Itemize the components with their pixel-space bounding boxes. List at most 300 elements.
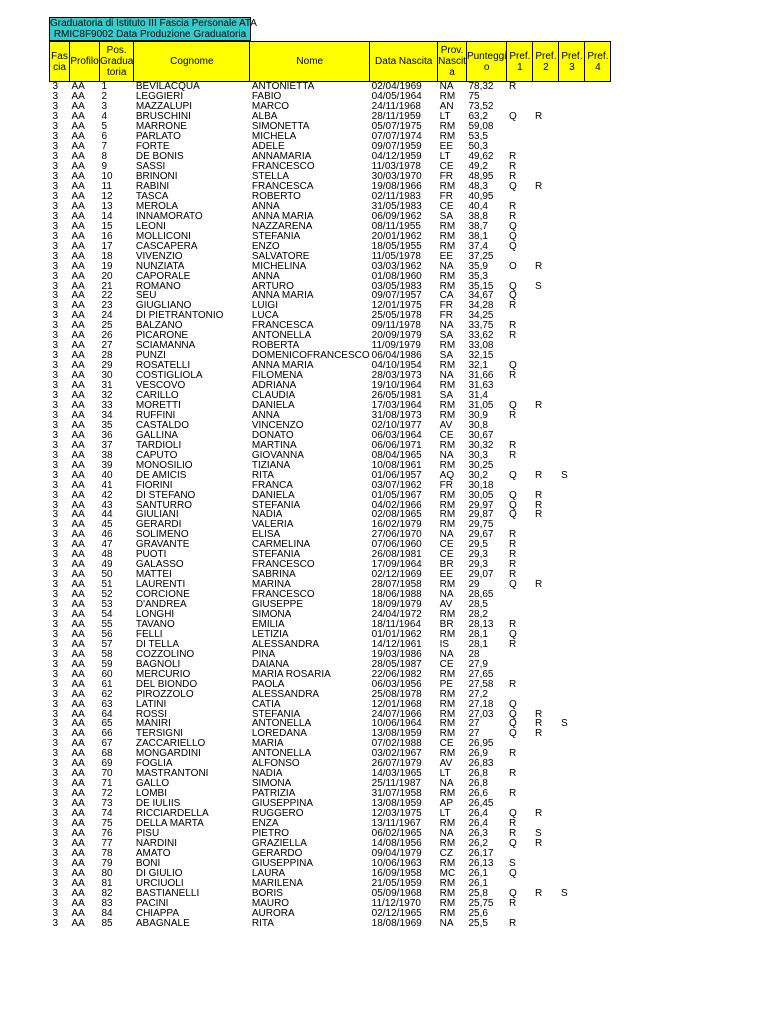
table-row <box>50 321 611 331</box>
cell-pref-1: Q <box>508 728 517 739</box>
table-row <box>50 162 611 172</box>
cell-pref-2 <box>533 819 559 829</box>
cell-profilo: AA <box>71 370 85 381</box>
cell-data-nascita: 19/03/1986 <box>371 649 422 660</box>
cell-pos: 65 <box>101 719 113 729</box>
cell-pref-1: Q <box>508 490 517 501</box>
cell-prov: PE <box>439 679 453 690</box>
cell-punteggio: 29,5 <box>468 539 488 550</box>
cell-punteggio: 26,4 <box>468 808 488 819</box>
cell-fascia: 3 <box>52 450 59 461</box>
table-row <box>50 211 611 221</box>
cell-pref-1: Q <box>508 111 517 122</box>
cell-pref-3 <box>559 172 585 182</box>
cell-pref-1: Q <box>508 281 517 292</box>
header-pos-graduatoria: Pos. Gradua toria <box>100 42 134 82</box>
cell-prov: RM <box>439 629 456 640</box>
cell-pref-3 <box>559 112 585 122</box>
cell-nome: ANTONELLA <box>251 719 312 729</box>
cell-fascia: 3 <box>52 430 59 441</box>
cell-prov: RM <box>439 360 456 371</box>
cell-punteggio: 28,1 <box>468 639 488 650</box>
cell-pref-2 <box>533 799 559 809</box>
cell-pref-2: R <box>534 500 543 510</box>
cell-nome: LOREDANA <box>251 728 307 739</box>
cell-profilo: AA <box>71 181 85 192</box>
cell-punteggio: 26,95 <box>468 738 494 749</box>
cell-pref-2 <box>533 918 559 928</box>
cell-pref-4 <box>585 649 611 659</box>
cell-pref-1: R <box>508 450 517 461</box>
cell-data-nascita: 03/02/1967 <box>371 748 422 759</box>
cell-fascia: 3 <box>52 241 59 252</box>
cell-pref-1: Q <box>508 888 517 899</box>
cell-pref-4 <box>585 112 611 122</box>
cell-fascia: 3 <box>52 669 59 680</box>
cell-data-nascita: 21/05/1959 <box>371 878 422 889</box>
cell-data-nascita: 04/05/1964 <box>371 91 422 102</box>
cell-pos: 48 <box>101 549 113 560</box>
cell-pos: 34 <box>101 410 113 421</box>
cell-data-nascita: 12/01/1968 <box>371 699 422 710</box>
cell-profilo: AA <box>71 91 85 102</box>
table-row <box>50 331 611 341</box>
cell-data-nascita: 25/05/1978 <box>371 310 422 321</box>
cell-pref-2 <box>533 132 559 142</box>
cell-profilo: AA <box>71 470 85 481</box>
cell-punteggio: 49,62 <box>468 151 494 162</box>
cell-pref-2 <box>533 570 559 580</box>
cell-pref-1: Q <box>508 509 517 520</box>
cell-cognome: ROMANO <box>135 281 181 292</box>
cell-pref-4 <box>585 689 611 699</box>
cell-nome: ENZO <box>251 241 280 252</box>
cell-prov: RM <box>439 91 456 102</box>
cell-punteggio: 27,65 <box>468 669 494 680</box>
cell-cognome: ABAGNALE <box>135 918 190 929</box>
cell-pref-3 <box>559 610 585 620</box>
cell-data-nascita: 08/04/1965 <box>371 450 422 461</box>
cell-prov: RM <box>439 699 456 710</box>
cell-punteggio: 32,1 <box>468 360 488 371</box>
table-row <box>50 649 611 659</box>
cell-pref-1: R <box>508 161 517 172</box>
cell-pref-4 <box>585 789 611 799</box>
cell-pos: 76 <box>101 828 113 839</box>
cell-pref-1 <box>507 659 533 669</box>
cell-pref-2 <box>533 172 559 182</box>
cell-nome: MICHELA <box>251 131 297 142</box>
cell-pref-3: S <box>560 888 568 899</box>
cell-cognome: LEONI <box>135 221 166 232</box>
cell-pref-4 <box>585 351 611 361</box>
cell-profilo: AA <box>71 748 85 759</box>
cell-nome: ROBERTA <box>251 340 300 351</box>
cell-profilo: AA <box>71 738 85 749</box>
cell-profilo: AA <box>71 679 85 690</box>
cell-pref-2 <box>533 629 559 639</box>
cell-nome: LUCA <box>251 310 279 321</box>
cell-data-nascita: 03/03/1962 <box>371 261 422 272</box>
cell-punteggio: 29,67 <box>468 529 494 540</box>
cell-pos: 28 <box>101 350 113 361</box>
cell-profilo: AA <box>71 858 85 869</box>
cell-nome: GIUSEPPINA <box>251 798 313 809</box>
cell-profilo: AA <box>71 699 85 710</box>
cell-pref-2: R <box>534 261 543 272</box>
cell-data-nascita: 18/06/1988 <box>371 589 422 600</box>
cell-fascia: 3 <box>52 709 59 719</box>
cell-prov: EE <box>439 141 453 152</box>
cell-pos: 2 <box>101 91 108 102</box>
cell-pref-3 <box>559 570 585 580</box>
cell-punteggio: 63,2 <box>468 111 488 122</box>
cell-pref-1: R <box>508 569 517 580</box>
cell-prov: RM <box>439 440 456 451</box>
cell-prov: RM <box>439 719 456 729</box>
cell-cognome: BRUSCHINI <box>135 111 191 122</box>
cell-prov: RM <box>439 669 456 680</box>
cell-pos: 10 <box>101 171 113 182</box>
cell-pref-4 <box>585 799 611 809</box>
cell-cognome: FIORINI <box>135 480 173 491</box>
cell-prov: NA <box>439 450 454 461</box>
cell-nome: DOMENICOFRANCESCO <box>251 350 370 361</box>
cell-cognome: DE AMICIS <box>135 470 187 481</box>
cell-pos: 43 <box>101 500 113 510</box>
cell-pref-3 <box>559 162 585 172</box>
cell-data-nascita: 31/07/1958 <box>371 788 422 799</box>
cell-fascia: 3 <box>52 460 59 471</box>
cell-pref-3 <box>559 490 585 500</box>
table-row <box>50 142 611 152</box>
cell-data-nascita: 24/11/1968 <box>371 101 421 112</box>
cell-profilo: AA <box>71 728 85 739</box>
cell-profilo: AA <box>71 579 85 590</box>
cell-nome: ANTONELLA <box>251 330 312 341</box>
cell-pref-3: S <box>560 470 568 481</box>
cell-profilo: AA <box>71 410 85 421</box>
cell-pref-1 <box>507 779 533 789</box>
cell-pref-2: R <box>534 838 543 849</box>
cell-fascia: 3 <box>52 400 59 411</box>
cell-punteggio: 37,25 <box>468 251 494 262</box>
cell-pref-2 <box>533 450 559 460</box>
cell-prov: BR <box>439 559 454 570</box>
cell-fascia: 3 <box>52 719 59 729</box>
cell-data-nascita: 11/09/1979 <box>371 340 421 351</box>
cell-profilo: AA <box>71 619 85 630</box>
cell-pref-2 <box>533 480 559 490</box>
cell-nome: FRANCESCA <box>251 181 314 192</box>
cell-pref-2 <box>533 749 559 759</box>
cell-data-nascita: 17/09/1964 <box>371 559 422 570</box>
cell-pos: 19 <box>101 261 113 272</box>
cell-nome: MAURO <box>251 898 290 909</box>
cell-prov: SA <box>439 330 453 341</box>
cell-fascia: 3 <box>52 440 59 451</box>
cell-prov: RM <box>439 181 456 192</box>
cell-fascia: 3 <box>52 101 59 112</box>
cell-cognome: PIROZZOLO <box>135 689 194 700</box>
cell-data-nascita: 09/07/1957 <box>371 291 422 301</box>
cell-punteggio: 31,63 <box>468 380 494 391</box>
cell-fascia: 3 <box>52 251 59 262</box>
cell-pref-4 <box>585 749 611 759</box>
cell-prov: RM <box>439 131 456 142</box>
cell-nome: FRANCESCO <box>251 589 315 600</box>
cell-fascia: 3 <box>52 81 59 92</box>
table-row <box>50 361 611 371</box>
cell-pref-2 <box>533 291 559 301</box>
cell-punteggio: 28,5 <box>468 599 488 610</box>
cell-pref-1 <box>507 520 533 530</box>
cell-data-nascita: 08/11/1955 <box>371 221 421 232</box>
cell-pos: 4 <box>101 111 108 122</box>
cell-pos: 37 <box>101 440 113 451</box>
table-row <box>50 261 611 271</box>
cell-prov: RM <box>439 271 456 282</box>
cell-pref-3 <box>559 779 585 789</box>
cell-pref-2 <box>533 440 559 450</box>
cell-pref-3 <box>559 201 585 211</box>
cell-pref-4 <box>585 570 611 580</box>
cell-data-nascita: 14/08/1956 <box>371 838 422 849</box>
cell-pos: 38 <box>101 450 113 461</box>
cell-data-nascita: 01/06/1957 <box>371 470 422 481</box>
cell-pref-2: R <box>534 579 543 590</box>
cell-cognome: PARLATO <box>135 131 181 142</box>
cell-pref-3 <box>559 689 585 699</box>
cell-prov: BR <box>439 619 454 630</box>
cell-pref-3 <box>559 381 585 391</box>
cell-pref-4 <box>585 361 611 371</box>
cell-pref-2 <box>533 231 559 241</box>
cell-pref-3 <box>559 331 585 341</box>
cell-cognome: DE BONIS <box>135 151 184 162</box>
cell-punteggio: 30,3 <box>468 450 488 461</box>
cell-data-nascita: 20/09/1979 <box>371 330 422 341</box>
cell-pref-2: R <box>534 509 543 520</box>
cell-pref-2 <box>533 211 559 221</box>
cell-pos: 71 <box>101 778 113 789</box>
table-row <box>50 291 611 301</box>
cell-fascia: 3 <box>52 350 59 361</box>
cell-nome: MICHELINA <box>251 261 307 272</box>
cell-cognome: CORCIONE <box>135 589 190 600</box>
cell-punteggio: 28,1 <box>468 629 488 640</box>
cell-data-nascita: 01/01/1962 <box>371 629 422 640</box>
cell-data-nascita: 31/08/1973 <box>371 410 422 421</box>
table-row <box>50 749 611 759</box>
cell-prov: CZ <box>439 848 453 859</box>
cell-pref-2 <box>533 371 559 381</box>
cell-pref-3 <box>559 182 585 192</box>
cell-pref-2 <box>533 858 559 868</box>
table-row <box>50 659 611 669</box>
cell-data-nascita: 04/10/1954 <box>371 360 422 371</box>
cell-punteggio: 50,3 <box>468 141 488 152</box>
cell-data-nascita: 13/08/1959 <box>371 728 422 739</box>
cell-pref-2 <box>533 739 559 749</box>
cell-pref-4 <box>585 769 611 779</box>
cell-pref-4 <box>585 719 611 729</box>
cell-pref-3 <box>559 709 585 719</box>
cell-nome: MARILENA <box>251 878 303 889</box>
cell-fascia: 3 <box>52 748 59 759</box>
cell-pos: 16 <box>101 231 113 242</box>
cell-pos: 50 <box>101 569 113 580</box>
cell-cognome: BRINONI <box>135 171 178 182</box>
cell-pref-1 <box>507 610 533 620</box>
cell-pref-3 <box>559 878 585 888</box>
cell-pref-2 <box>533 410 559 420</box>
cell-prov: IS <box>439 639 450 650</box>
cell-fascia: 3 <box>52 340 59 351</box>
cell-profilo: AA <box>71 878 85 889</box>
cell-pref-1: R <box>508 918 517 929</box>
cell-pref-3 <box>559 739 585 749</box>
cell-pos: 72 <box>101 788 113 799</box>
cell-prov: RM <box>439 121 456 132</box>
cell-pref-2 <box>533 520 559 530</box>
cell-profilo: AA <box>71 778 85 789</box>
table-row <box>50 132 611 142</box>
cell-pref-3 <box>559 799 585 809</box>
cell-nome: LAURA <box>251 868 286 879</box>
cell-prov: RM <box>439 898 456 909</box>
cell-pref-3 <box>559 301 585 311</box>
table-row <box>50 789 611 799</box>
cell-data-nascita: 30/03/1970 <box>371 171 422 182</box>
table-row <box>50 868 611 878</box>
table-row <box>50 610 611 620</box>
cell-cognome: URCIUOLI <box>135 878 184 889</box>
cell-nome: NAZZARENA <box>251 221 313 232</box>
cell-cognome: CAPUTO <box>135 450 178 461</box>
cell-data-nascita: 17/03/1964 <box>371 400 422 411</box>
cell-pos: 49 <box>101 559 113 570</box>
cell-nome: STEFANIA <box>251 500 301 510</box>
cell-nome: MARIA <box>251 738 284 749</box>
cell-punteggio: 26,17 <box>468 848 494 859</box>
cell-data-nascita: 28/07/1958 <box>371 579 422 590</box>
cell-pref-2 <box>533 152 559 162</box>
cell-pref-3 <box>559 420 585 430</box>
cell-pref-4 <box>585 828 611 838</box>
cell-nome: PINA <box>251 649 276 660</box>
cell-pos: 60 <box>101 669 113 680</box>
cell-prov: AV <box>439 420 453 431</box>
cell-punteggio: 53,5 <box>468 131 488 142</box>
cell-fascia: 3 <box>52 141 59 152</box>
cell-prov: NA <box>439 778 454 789</box>
cell-pos: 82 <box>101 888 113 899</box>
cell-prov: MC <box>439 868 456 879</box>
cell-pref-2 <box>533 201 559 211</box>
cell-fascia: 3 <box>52 271 59 282</box>
cell-profilo: AA <box>71 81 85 92</box>
cell-pos: 58 <box>101 649 113 660</box>
cell-profilo: AA <box>71 161 85 172</box>
cell-profilo: AA <box>71 460 85 471</box>
cell-fascia: 3 <box>52 569 59 580</box>
cell-pref-2 <box>533 92 559 102</box>
cell-pref-4 <box>585 480 611 490</box>
cell-cognome: SEU <box>135 291 157 301</box>
cell-pref-2 <box>533 391 559 401</box>
title-line-1: Graduatoria di Istituto III Fascia Personale ATA <box>50 18 257 29</box>
cell-pref-3 <box>559 391 585 401</box>
cell-punteggio: 27,03 <box>468 709 494 719</box>
cell-pos: 15 <box>101 221 113 232</box>
cell-cognome: LEGGIERI <box>135 91 184 102</box>
cell-prov: RM <box>439 878 456 889</box>
cell-pos: 45 <box>101 519 113 530</box>
table-row <box>50 719 611 729</box>
cell-cognome: DEL BIONDO <box>135 679 198 690</box>
cell-data-nascita: 26/07/1979 <box>371 758 422 769</box>
cell-prov: AP <box>439 798 453 809</box>
cell-nome: RITA <box>251 470 274 481</box>
cell-profilo: AA <box>71 639 85 650</box>
table-row <box>50 530 611 540</box>
cell-fascia: 3 <box>52 131 59 142</box>
cell-pref-3 <box>559 102 585 112</box>
cell-pref-3 <box>559 281 585 291</box>
table-row <box>50 231 611 241</box>
cell-profilo: AA <box>71 430 85 441</box>
cell-pref-4 <box>585 162 611 172</box>
cell-prov: LT <box>439 808 451 819</box>
cell-pref-3 <box>559 619 585 629</box>
cell-fascia: 3 <box>52 281 59 292</box>
cell-fascia: 3 <box>52 171 59 182</box>
cell-fascia: 3 <box>52 490 59 501</box>
cell-nome: ALFONSO <box>251 758 300 769</box>
table-row <box>50 450 611 460</box>
cell-profilo: AA <box>71 310 85 321</box>
cell-pref-4 <box>585 191 611 201</box>
cell-punteggio: 33,75 <box>468 320 494 331</box>
cell-nome: ANTONELLA <box>251 748 312 759</box>
cell-data-nascita: 19/08/1966 <box>371 181 422 192</box>
cell-pref-4 <box>585 779 611 789</box>
cell-fascia: 3 <box>52 161 59 172</box>
cell-nome: SIMONETTA <box>251 121 310 132</box>
cell-pref-4 <box>585 410 611 420</box>
cell-punteggio: 27 <box>468 719 480 729</box>
cell-nome: LETIZIA <box>251 629 289 640</box>
cell-pos: 54 <box>101 609 113 620</box>
cell-punteggio: 29,3 <box>468 559 488 570</box>
cell-pref-1: Q <box>508 291 517 301</box>
cell-data-nascita: 12/01/1975 <box>371 300 422 311</box>
cell-pref-1 <box>507 420 533 430</box>
cell-pref-1: Q <box>508 709 517 719</box>
table-row <box>50 470 611 480</box>
cell-pref-4 <box>585 201 611 211</box>
cell-pref-2 <box>533 381 559 391</box>
cell-data-nascita: 06/06/1971 <box>371 440 422 451</box>
cell-pref-1: R <box>508 171 517 182</box>
cell-prov: AN <box>439 101 454 112</box>
cell-pref-1 <box>507 480 533 490</box>
cell-nome: MARCO <box>251 101 290 112</box>
cell-data-nascita: 07/02/1988 <box>371 738 422 749</box>
cell-pref-4 <box>585 281 611 291</box>
table-row <box>50 828 611 838</box>
